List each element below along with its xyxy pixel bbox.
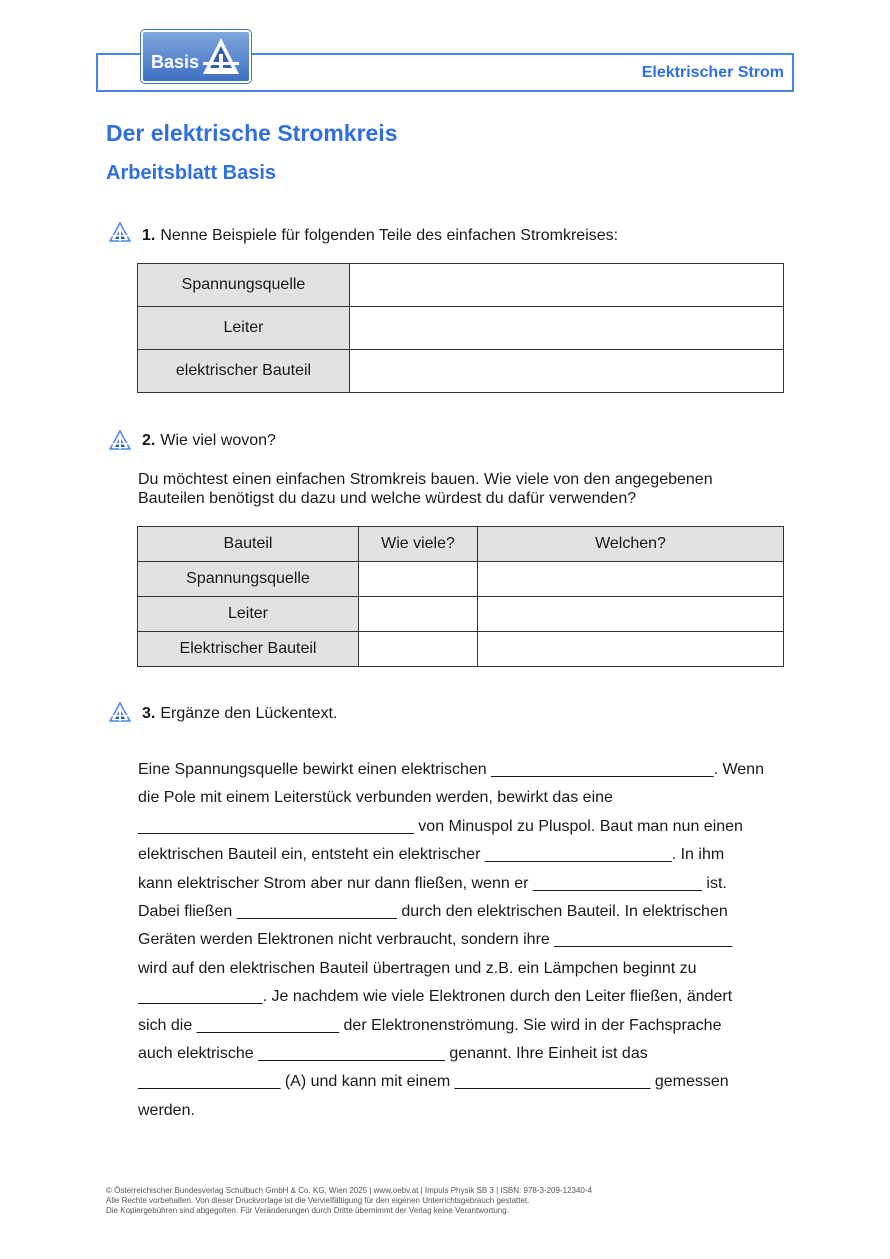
task-3-number: 3. <box>142 705 156 722</box>
row-label: Elektrischer Bauteil <box>138 632 359 667</box>
row-label: Spannungsquelle <box>138 264 350 307</box>
column-header: Bauteil <box>138 527 359 562</box>
footer-copyright: © Österreichischer Bundesverlag Schulbuch GmbH & Co. KG, Wien 2025 | www.oebv.at | Impuls Physik SB 3 | ISBN: 978-3-209-12340-4 <box>106 1186 592 1195</box>
row-label: elektrischer Bauteil <box>138 350 350 393</box>
task-2-intro: Du möchtest einen einfachen Stromkreis bauen. Wie viele von den angegebenen Bauteilen benötigst du dazu und welche würdest du dafür verwenden? <box>138 471 713 507</box>
task-3-text: Ergänze den Lückentext. <box>160 705 338 722</box>
which-cell[interactable] <box>478 632 784 667</box>
cloze-line: Dabei fließen __________________ durch den elektrischen Bauteil. In elektrischen <box>138 903 728 921</box>
count-cell[interactable] <box>359 632 478 667</box>
row-label: Spannungsquelle <box>138 562 359 597</box>
answer-cell[interactable] <box>350 350 784 393</box>
row-label: Leiter <box>138 597 359 632</box>
column-header: Wie viele? <box>359 527 478 562</box>
task-1-icon <box>109 222 131 242</box>
cloze-line: kann elektrischer Strom aber nur dann fließen, wenn er ___________________ ist. <box>138 874 727 892</box>
page-subtitle: Arbeitsblatt Basis <box>106 162 277 184</box>
table-row <box>138 350 784 393</box>
triangle-logo-icon <box>201 36 241 76</box>
cloze-line: die Pole mit einem Leiterstück verbunden werden, bewirkt das eine <box>138 789 613 807</box>
task-3-icon <box>109 702 131 722</box>
basis-logo <box>141 30 251 83</box>
which-cell[interactable] <box>478 562 784 597</box>
task-1-number: 1. <box>142 227 156 244</box>
table-row <box>138 597 784 632</box>
task-1-table <box>137 263 784 393</box>
task-2-icon <box>109 430 131 450</box>
page-title: Der elektrische Stromkreis <box>106 120 398 146</box>
table-row <box>138 632 784 667</box>
table-row <box>138 562 784 597</box>
task-2-text: Wie viel wovon? <box>160 432 276 449</box>
cloze-line: ______________. Je nachdem wie viele Elektronen durch den Leiter fließen, ändert <box>138 988 733 1006</box>
footer-disclaimer: Die Kopiergebühren sind abgegolten. Für Veränderungen durch Dritte übernimmt der Verlag keine Verantwortung. <box>106 1206 509 1215</box>
task-1-text: Nenne Beispiele für folgenden Teile des einfachen Stromkreises: <box>160 227 619 244</box>
count-cell[interactable] <box>359 562 478 597</box>
cloze-text <box>138 756 788 1125</box>
answer-cell[interactable] <box>350 264 784 307</box>
task-2-number: 2. <box>142 432 156 449</box>
header-subject: Elektrischer Strom <box>641 64 784 81</box>
task-2-table <box>137 526 784 667</box>
answer-cell[interactable] <box>350 307 784 350</box>
cloze-line: werden. <box>138 1101 195 1119</box>
table-header-row <box>138 527 784 562</box>
task-1-title <box>142 227 618 245</box>
task-2-title <box>142 432 276 450</box>
cloze-line: Eine Spannungsquelle bewirkt einen elektrischen _________________________. Wenn <box>138 761 764 778</box>
cloze-line: auch elektrische _____________________ genannt. Ihre Einheit ist das <box>138 1045 648 1063</box>
cloze-line: Geräten werden Elektronen nicht verbraucht, sondern ihre ____________________ <box>138 931 733 949</box>
cloze-line: _______________________________ von Minuspol zu Pluspol. Baut man nun einen <box>138 817 743 835</box>
cloze-line: sich die ________________ der Elektronenströmung. Sie wird in der Fachsprache <box>138 1016 722 1034</box>
column-header: Welchen? <box>478 527 784 562</box>
cloze-line: elektrischen Bauteil ein, entsteht ein elektrischer _____________________. In ihm <box>138 846 725 864</box>
footer <box>106 1186 592 1216</box>
table-row <box>138 264 784 307</box>
which-cell[interactable] <box>478 597 784 632</box>
logo-text: Basis <box>151 52 200 72</box>
task-3-title <box>142 705 337 723</box>
cloze-line: ________________ (A) und kann mit einem ______________________ gemessen <box>138 1073 729 1091</box>
table-row <box>138 307 784 350</box>
footer-rights: Alle Rechte vorbehalten. Von dieser Druckvorlage ist die Vervielfältigung für den eigenen Unterrichtsgebrauch gestattet. <box>106 1196 530 1205</box>
count-cell[interactable] <box>359 597 478 632</box>
cloze-line: wird auf den elektrischen Bauteil übertragen und z.B. ein Lämpchen beginnt zu <box>138 959 697 977</box>
row-label: Leiter <box>138 307 350 350</box>
